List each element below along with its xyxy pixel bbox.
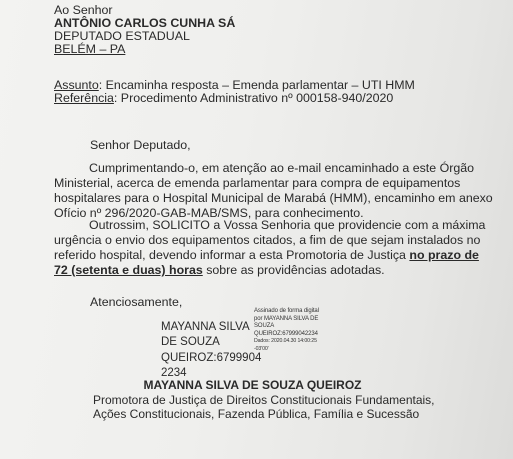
stamp-line: QUEIROZ:67999042234 [254, 330, 318, 337]
recipient-role: DEPUTADO ESTADUAL [54, 29, 190, 43]
signature-line: DE SOUZA [161, 336, 220, 349]
recipient-name: ANTÔNIO CARLOS CUNHA SÁ [54, 16, 236, 30]
paragraph-1-line: hospitalares para o Hospital Municipal de Marabá (HMM), encaminho em anexo [54, 191, 493, 205]
deadline-text: no prazo de [409, 248, 479, 262]
paragraph-2-line: Outrossim, SOLICITO a Vossa Senhoria que providencie com a máxima [89, 218, 486, 232]
stamp-line: por MAYANNA SILVA DE [254, 315, 319, 322]
referencia-text: : Procedimento Administrativo nº 000158-940/2020 [113, 91, 394, 105]
assunto-text: : Encaminha resposta – Emenda parlamentar – UTI HMM [98, 78, 415, 92]
signer-title-line-1: Promotora de Justiça de Direitos Constitucionais Fundamentais, [93, 393, 435, 407]
referencia-label: Referência [54, 91, 114, 105]
paragraph-2-line-4-text: sobre as providências adotadas. [202, 263, 385, 277]
paragraph-2-line [54, 263, 460, 278]
paragraph-1 [54, 161, 493, 221]
paragraph-2-line-3-text: referido hospital, devendo informar a esta Promotoria de Justiça [54, 248, 410, 262]
closing: Atenciosamente, [90, 295, 183, 309]
signature-line: MAYANNA SILVA [161, 321, 250, 333]
stamp-line: SOUZA [254, 323, 275, 330]
paragraph-1-line: Ministerial, acerca de emenda parlamentar para compra de equipamentos [54, 176, 461, 190]
signature-line: QUEIROZ:6799904 [161, 351, 262, 364]
signer-name: MAYANNA SILVA DE SOUZA QUEIROZ [143, 378, 362, 392]
signer-title-line-2: Ações Constitucionais, Fazenda Pública, Família e Sucessão [93, 407, 420, 421]
paragraph-1-line: Cumprimentando-o, em atenção ao e-mail encaminhado a este Órgão [89, 161, 475, 175]
paragraph-2-line: urgência o envio dos equipamentos citados, a fim de que sejam instalados no [54, 233, 481, 247]
subject-line [54, 78, 415, 92]
paragraph-1-line: Ofício nº 296/2020-GAB-MAB/SMS, para conhecimento. [54, 206, 364, 220]
recipient-city: BELÉM – PA [54, 42, 126, 56]
paragraph-2-line [54, 248, 479, 263]
signature-line: 2234 [161, 366, 187, 379]
stamp-line: -03'00' [254, 345, 269, 352]
digital-signature-stamp [254, 308, 319, 354]
greeting: Senhor Deputado, [90, 138, 191, 152]
deadline-hours: 72 (setenta e duas) horas [54, 263, 203, 277]
assunto-label: Assunto [54, 78, 99, 92]
reference-line [54, 91, 393, 105]
stamp-line: Dados: 2020.04.30 14:00:25 [254, 338, 317, 345]
paragraph-2 [54, 218, 486, 278]
stamp-line: Assinado de forma digital [254, 308, 319, 314]
recipient-salutation: Ao Senhor [54, 3, 113, 17]
digital-signature-name [161, 320, 261, 381]
